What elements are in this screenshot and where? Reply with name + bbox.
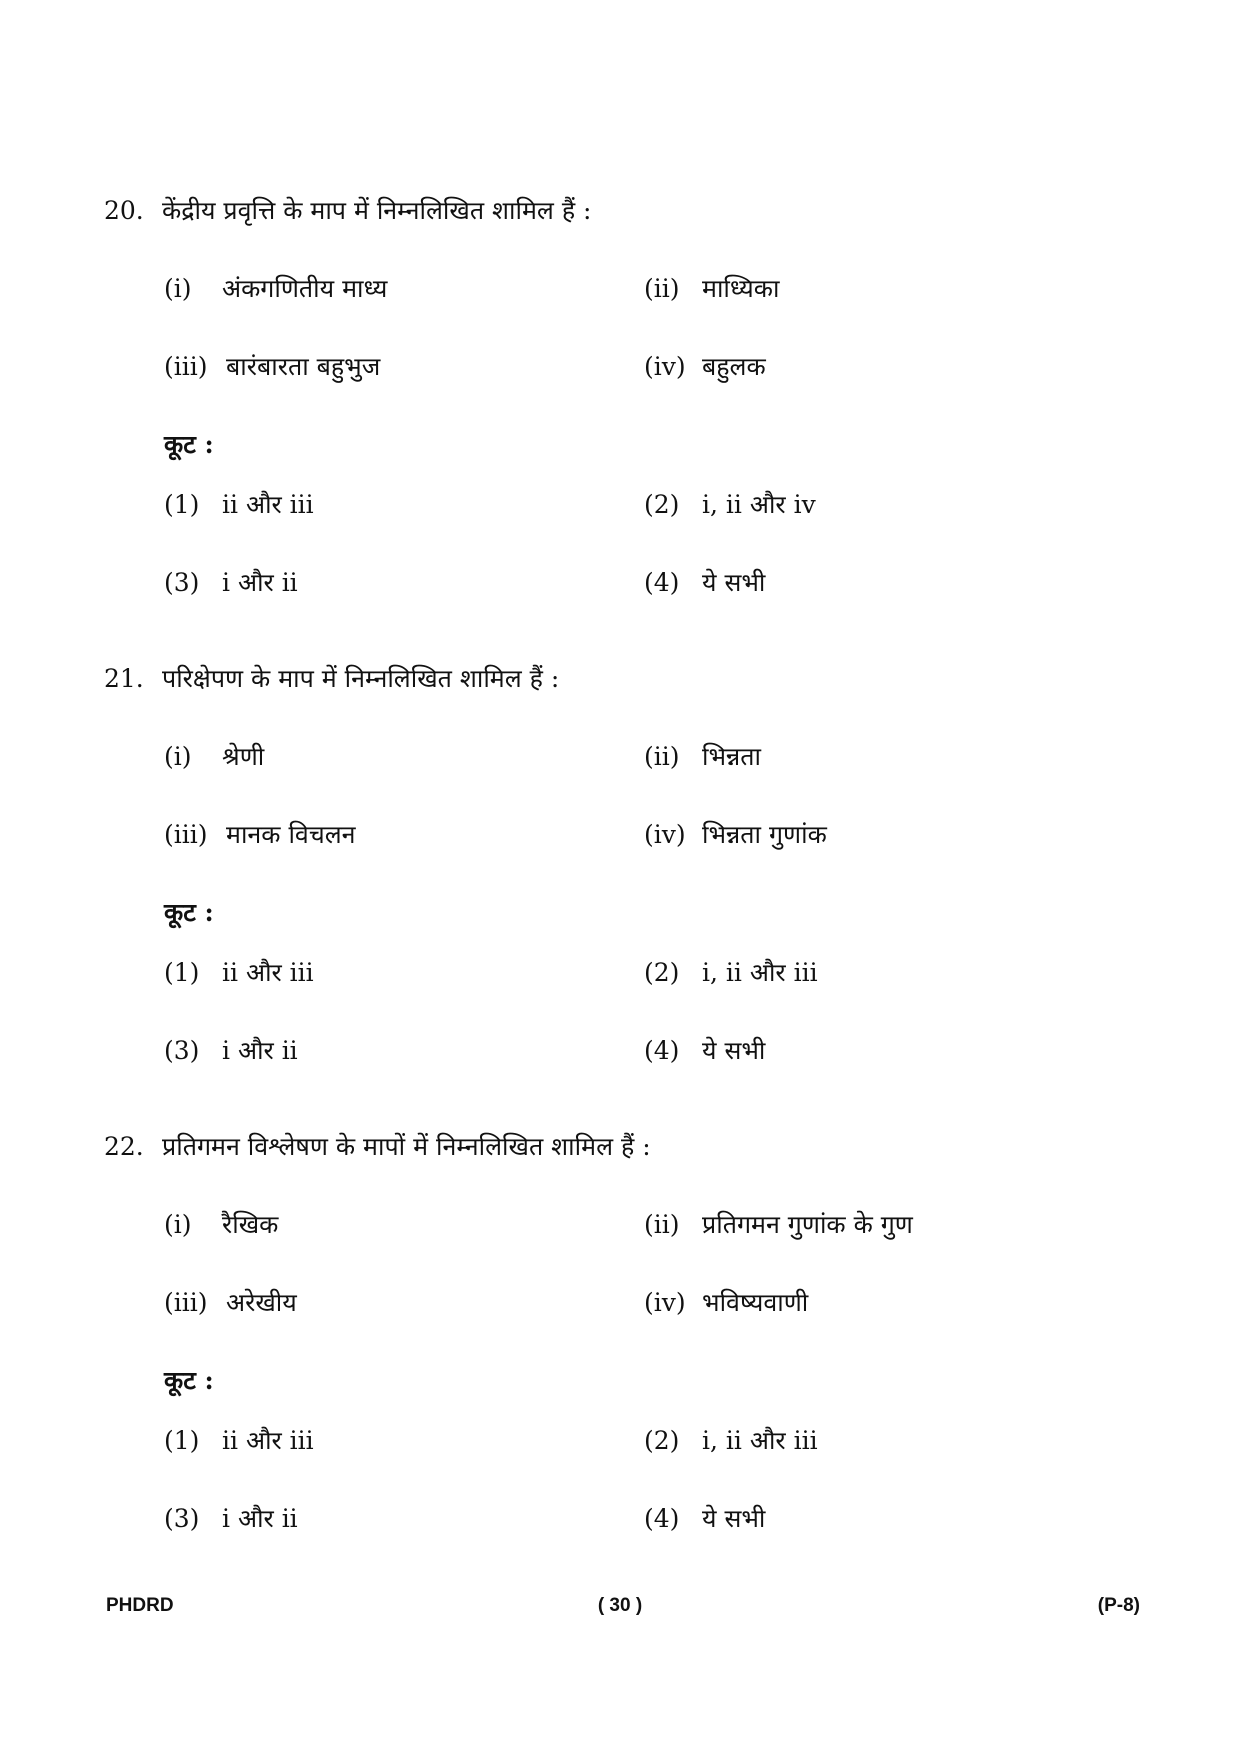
footer-paper-code: PHDRD [106, 1595, 174, 1616]
item-text: भिन्नता [702, 742, 762, 771]
answer-option-1[interactable] [164, 484, 314, 524]
item-label: (iii) [164, 351, 208, 381]
answer-option-4[interactable] [644, 1498, 765, 1538]
question-number: 21. [104, 663, 144, 693]
answer-label: (3) [164, 1035, 200, 1065]
item-iv [644, 1282, 808, 1322]
item-text: बारंबारता बहुभुज [226, 352, 381, 381]
answer-label: (3) [164, 567, 200, 597]
answer-label: (1) [164, 1425, 200, 1455]
question-stem [104, 658, 559, 698]
item-ii [644, 268, 779, 308]
koot-label: कूट : [164, 898, 214, 927]
answer-text: i, ii और iii [702, 958, 818, 987]
answer-label: (2) [644, 489, 680, 519]
item-text: भिन्नता गुणांक [702, 820, 827, 849]
answer-option-2[interactable] [644, 952, 818, 992]
item-label: (iv) [644, 819, 686, 849]
item-label: (iv) [644, 1287, 686, 1317]
footer-set-code: (P-8) [1097, 1595, 1140, 1616]
answer-text: i और ii [222, 1036, 298, 1065]
answer-option-4[interactable] [644, 562, 765, 602]
item-text: माध्यिका [702, 274, 780, 303]
footer-page-number: ( 30 ) [597, 1595, 643, 1616]
item-i [164, 736, 264, 776]
item-iii [164, 1282, 297, 1322]
item-i [164, 1204, 278, 1244]
item-text: भविष्यवाणी [702, 1288, 809, 1317]
answer-text: ii और iii [222, 958, 314, 987]
item-iv [644, 814, 827, 854]
question-text: प्रतिगमन विश्लेषण के मापों में निम्नलिखित शामिल हैं : [162, 1132, 651, 1161]
item-text: अंकगणितीय माध्य [222, 274, 388, 303]
answer-text: i और ii [222, 1504, 298, 1533]
answer-label: (1) [164, 489, 200, 519]
answer-option-3[interactable] [164, 1498, 298, 1538]
answer-option-1[interactable] [164, 1420, 314, 1460]
question-stem [104, 1126, 651, 1166]
item-i [164, 268, 387, 308]
answer-label: (3) [164, 1503, 200, 1533]
answer-text: ये सभी [702, 568, 766, 597]
question-stem [104, 190, 591, 230]
item-ii [644, 736, 761, 776]
question-number: 22. [104, 1131, 144, 1161]
item-label: (ii) [644, 741, 680, 771]
item-ii [644, 1204, 913, 1244]
answer-label: (4) [644, 567, 680, 597]
item-label: (i) [164, 273, 192, 303]
answer-text: ii और iii [222, 1426, 314, 1455]
question-text: परिक्षेपण के माप में निम्नलिखित शामिल हैं : [162, 664, 560, 693]
item-label: (i) [164, 1209, 192, 1239]
item-label: (ii) [644, 273, 680, 303]
item-text: श्रेणी [222, 742, 265, 771]
answer-label: (2) [644, 957, 680, 987]
answer-option-3[interactable] [164, 562, 298, 602]
answer-text: ये सभी [702, 1036, 766, 1065]
item-label: (iii) [164, 819, 208, 849]
item-iii [164, 814, 356, 854]
answer-label: (4) [644, 1035, 680, 1065]
koot-label: कूट : [164, 1366, 214, 1395]
koot-label: कूट : [164, 430, 214, 459]
item-label: (iv) [644, 351, 686, 381]
answer-text: ii और iii [222, 490, 314, 519]
answer-text: i, ii और iv [702, 490, 816, 519]
question-number: 20. [104, 195, 144, 225]
answer-option-1[interactable] [164, 952, 314, 992]
answer-text: i, ii और iii [702, 1426, 818, 1455]
answer-text: ये सभी [702, 1504, 766, 1533]
item-iv [644, 346, 766, 386]
answer-text: i और ii [222, 568, 298, 597]
item-label: (ii) [644, 1209, 680, 1239]
item-label: (iii) [164, 1287, 208, 1317]
answer-label: (2) [644, 1425, 680, 1455]
answer-label: (4) [644, 1503, 680, 1533]
answer-label: (1) [164, 957, 200, 987]
item-text: प्रतिगमन गुणांक के गुण [702, 1210, 913, 1239]
item-text: रैखिक [222, 1210, 279, 1239]
item-text: मानक विचलन [226, 820, 356, 849]
answer-option-3[interactable] [164, 1030, 298, 1070]
item-label: (i) [164, 741, 192, 771]
answer-option-2[interactable] [644, 484, 816, 524]
item-iii [164, 346, 380, 386]
item-text: बहुलक [702, 352, 766, 381]
item-text: अरेखीय [226, 1288, 297, 1317]
answer-option-2[interactable] [644, 1420, 818, 1460]
answer-option-4[interactable] [644, 1030, 765, 1070]
question-text: केंद्रीय प्रवृत्ति के माप में निम्नलिखित शामिल हैं : [162, 196, 592, 225]
